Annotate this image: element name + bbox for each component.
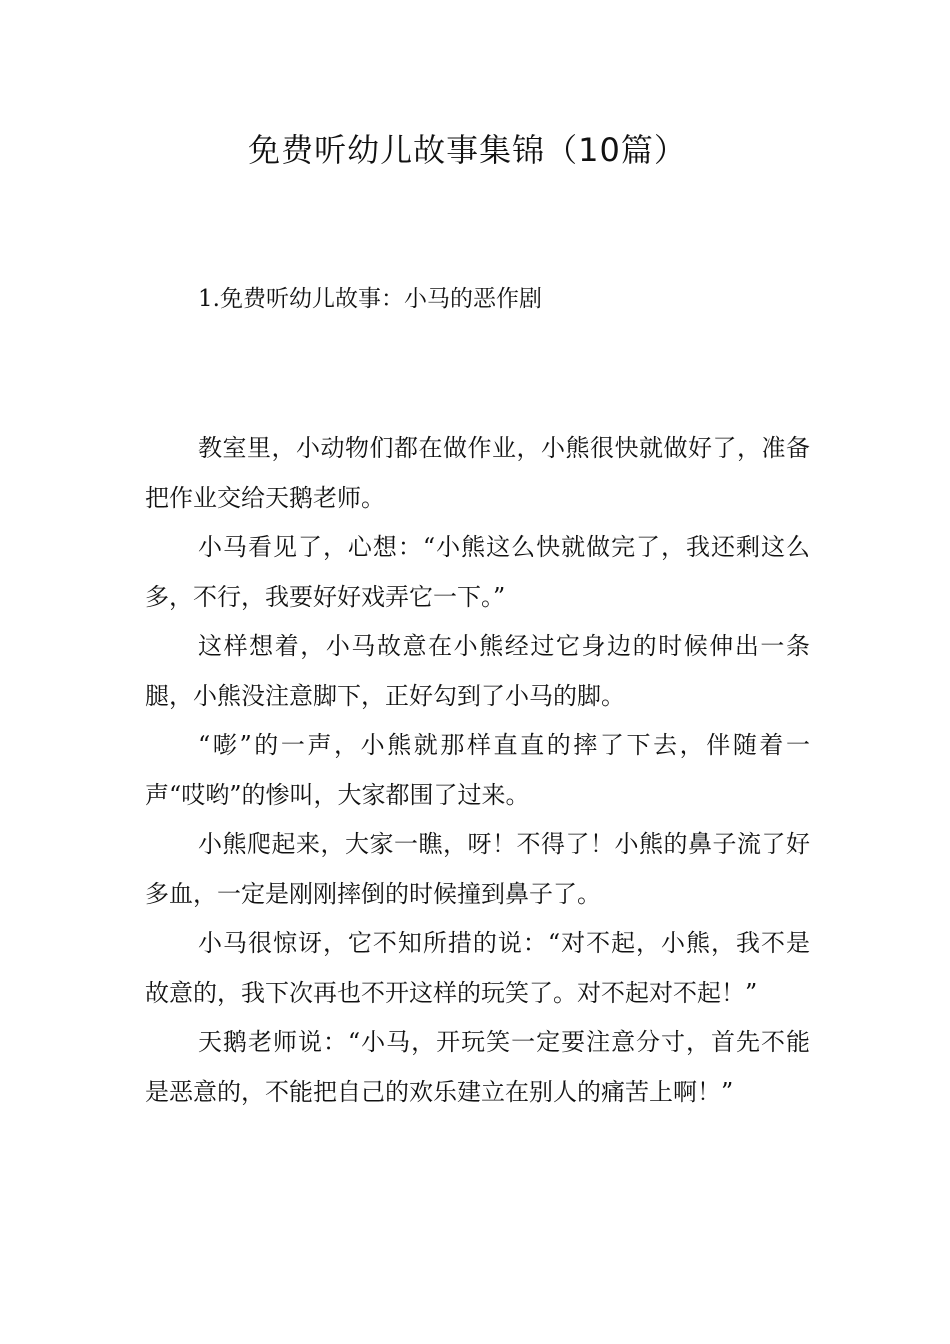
document-title: 免费听幼儿故事集锦（10篇） [248,131,687,169]
story-paragraph: 小熊爬起来，大家一瞧，呀！不得了！小熊的鼻子流了好多血，一定是刚刚摔倒的时候撞到鼻子了。 [145,830,810,908]
story-paragraph: 小马很惊讶，它不知所措的说：“对不起，小熊，我不是故意的，我下次再也不开这样的玩笑了。对不起对不起！” [145,929,810,1007]
story-paragraph: 教室里，小动物们都在做作业，小熊很快就做好了，准备把作业交给天鹅老师。 [145,434,810,512]
story-paragraph: 小马看见了，心想：“小熊这么快就做完了，我还剩这么多，不行，我要好好戏弄它一下。” [145,533,810,611]
section-heading: 1.免费听幼儿故事：小马的恶作剧 [198,286,542,312]
story-paragraph: “嘭”的一声，小熊就那样直直的摔了下去，伴随着一声“哎哟”的惨叫，大家都围了过来。 [145,731,810,809]
story-paragraph: 这样想着，小马故意在小熊经过它身边的时候伸出一条腿，小熊没注意脚下，正好勾到了小马的脚。 [145,632,810,710]
story-paragraph: 天鹅老师说：“小马，开玩笑一定要注意分寸，首先不能是恶意的，不能把自己的欢乐建立在别人的痛苦上啊！” [145,1028,810,1106]
story-body [145,424,810,1117]
